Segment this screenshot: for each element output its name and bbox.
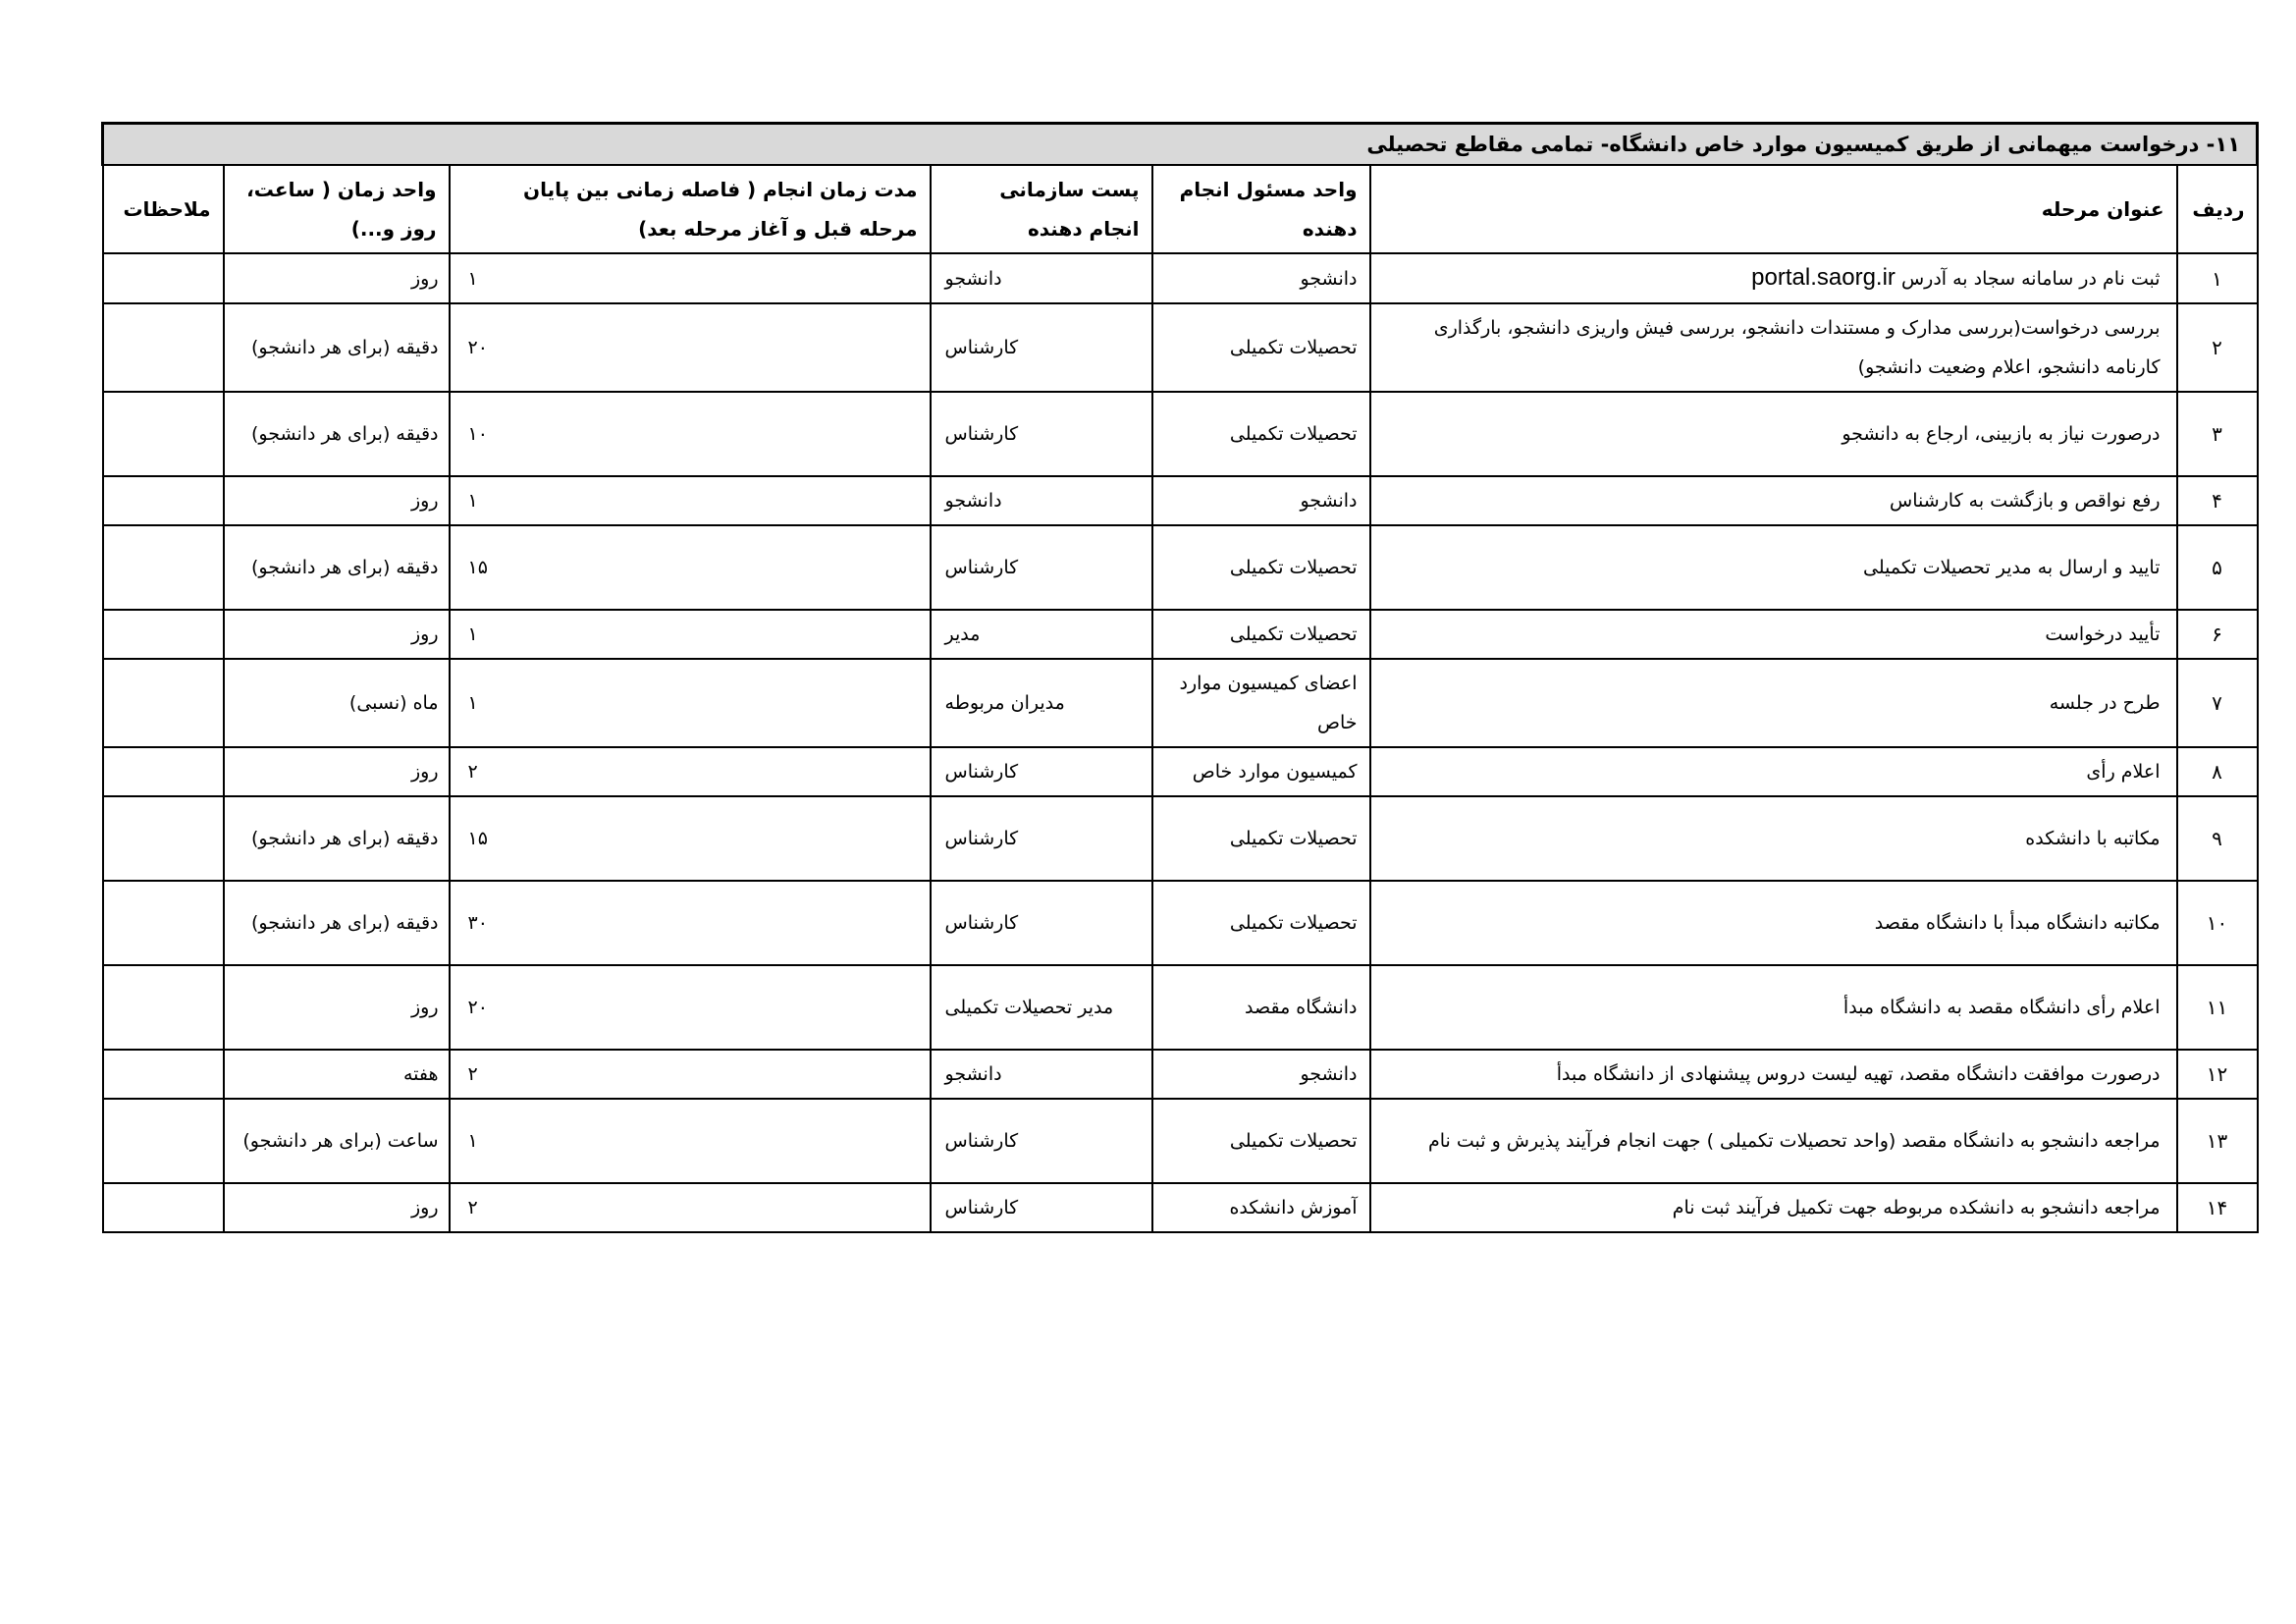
table-row bbox=[103, 881, 2258, 965]
time-unit-text: روز bbox=[410, 761, 439, 783]
row-number-text: ۷ bbox=[2212, 691, 2222, 715]
position-text: مدیران مربوطه bbox=[944, 692, 1065, 714]
time-unit-cell bbox=[224, 796, 450, 881]
position-text: کارشناس bbox=[944, 912, 1019, 934]
row-number-text: ۴ bbox=[2212, 489, 2222, 513]
table-row bbox=[103, 965, 2258, 1050]
table-row bbox=[103, 1050, 2258, 1099]
duration-cell bbox=[450, 965, 931, 1050]
responsible-unit-text: تحصیلات تکمیلی bbox=[1229, 557, 1358, 578]
responsible-unit-cell bbox=[1152, 610, 1370, 659]
duration-cell bbox=[450, 1050, 931, 1099]
table-row bbox=[103, 747, 2258, 796]
header-step-title: عنوان مرحله bbox=[1370, 165, 2177, 253]
time-unit-cell bbox=[224, 659, 450, 747]
responsible-unit-cell bbox=[1152, 1050, 1370, 1099]
time-unit-text: دقیقه (برای هر دانشجو) bbox=[251, 423, 439, 445]
position-cell bbox=[931, 1183, 1152, 1232]
step-title-text: اعلام رأی bbox=[2086, 761, 2161, 783]
step-title-cell bbox=[1370, 476, 2177, 525]
duration-text: ۱۰ bbox=[467, 423, 488, 445]
table-title-row bbox=[103, 124, 2258, 166]
time-unit-cell bbox=[224, 392, 450, 476]
row-number-text: ۹ bbox=[2212, 827, 2222, 850]
position-text: کارشناس bbox=[944, 557, 1019, 578]
responsible-unit-text: اعضای کمیسیون موارد خاص bbox=[1179, 673, 1358, 733]
position-text: کارشناس bbox=[944, 1197, 1019, 1218]
table-row bbox=[103, 796, 2258, 881]
duration-cell bbox=[450, 525, 931, 610]
header-row-number: ردیف bbox=[2177, 165, 2258, 253]
step-title-text: مراجعه دانشجو به دانشکده مربوطه جهت تکمیل فرآیند ثبت نام bbox=[1672, 1197, 2161, 1218]
notes-cell bbox=[103, 525, 224, 610]
duration-text: ۲ bbox=[467, 1197, 478, 1218]
row-number-cell bbox=[2177, 253, 2258, 303]
time-unit-text: دقیقه (برای هر دانشجو) bbox=[251, 912, 439, 934]
table-title: ۱۱- درخواست میهمانی از طریق کمیسیون موارد خاص دانشگاه- تمامی مقاطع تحصیلی bbox=[103, 124, 2258, 166]
time-unit-text: دقیقه (برای هر دانشجو) bbox=[251, 828, 439, 849]
position-text: مدیر bbox=[944, 623, 981, 645]
duration-cell bbox=[450, 476, 931, 525]
time-unit-cell bbox=[224, 1183, 450, 1232]
notes-cell bbox=[103, 476, 224, 525]
table-row bbox=[103, 1099, 2258, 1183]
header-notes: ملاحظات bbox=[103, 165, 224, 253]
duration-text: ۲۰ bbox=[467, 337, 488, 358]
row-number-text: ۵ bbox=[2212, 556, 2222, 579]
duration-text: ۲ bbox=[467, 761, 478, 783]
position-text: دانشجو bbox=[944, 1063, 1002, 1085]
step-title-text: تأیید درخواست bbox=[2045, 623, 2161, 645]
table-row bbox=[103, 253, 2258, 303]
responsible-unit-cell bbox=[1152, 1183, 1370, 1232]
step-title-text: درصورت نیاز به بازبینی، ارجاع به دانشجو bbox=[1842, 423, 2161, 445]
step-title-text: رفع نواقص و بازگشت به کارشناس bbox=[1890, 490, 2161, 512]
step-title-text: بررسی درخواست(بررسی مدارک و مستندات دانشجو، بررسی فیش واریزی دانشجو، بارگذاری کارنامه دانشجو، اعلام وضعیت دانشجو) bbox=[1433, 317, 2161, 378]
responsible-unit-text: تحصیلات تکمیلی bbox=[1229, 337, 1358, 358]
responsible-unit-cell bbox=[1152, 303, 1370, 392]
responsible-unit-cell bbox=[1152, 747, 1370, 796]
row-number-text: ۶ bbox=[2212, 623, 2222, 646]
responsible-unit-text: کمیسیون موارد خاص bbox=[1192, 761, 1358, 783]
notes-cell bbox=[103, 659, 224, 747]
row-number-cell bbox=[2177, 796, 2258, 881]
time-unit-cell bbox=[224, 881, 450, 965]
step-title-cell bbox=[1370, 1050, 2177, 1099]
duration-text: ۱ bbox=[467, 490, 478, 512]
notes-cell bbox=[103, 610, 224, 659]
duration-cell bbox=[450, 1099, 931, 1183]
step-title-text: تایید و ارسال به مدیر تحصیلات تکمیلی bbox=[1863, 557, 2161, 578]
responsible-unit-text: دانشجو bbox=[1300, 1063, 1358, 1085]
duration-text: ۱ bbox=[467, 267, 478, 290]
duration-cell bbox=[450, 610, 931, 659]
notes-cell bbox=[103, 965, 224, 1050]
responsible-unit-text: تحصیلات تکمیلی bbox=[1229, 423, 1358, 445]
position-text: کارشناس bbox=[944, 1130, 1019, 1152]
table-row bbox=[103, 525, 2258, 610]
notes-cell bbox=[103, 1050, 224, 1099]
duration-cell bbox=[450, 747, 931, 796]
notes-cell bbox=[103, 303, 224, 392]
row-number-text: ۳ bbox=[2212, 422, 2222, 446]
duration-cell bbox=[450, 1183, 931, 1232]
time-unit-text: هفته bbox=[402, 1063, 439, 1085]
step-title-cell bbox=[1370, 525, 2177, 610]
responsible-unit-cell bbox=[1152, 796, 1370, 881]
row-number-text: ۲ bbox=[2212, 336, 2222, 359]
duration-text: ۱۵ bbox=[467, 557, 488, 578]
time-unit-text: ساعت (برای هر دانشجو) bbox=[242, 1130, 439, 1152]
position-text: مدیر تحصیلات تکمیلی bbox=[944, 997, 1114, 1018]
time-unit-text: روز bbox=[410, 623, 439, 645]
notes-cell bbox=[103, 1099, 224, 1183]
row-number-text: ۸ bbox=[2212, 760, 2222, 784]
position-text: کارشناس bbox=[944, 761, 1019, 783]
position-text: کارشناس bbox=[944, 337, 1019, 358]
time-unit-text: روز bbox=[410, 1197, 439, 1218]
time-unit-cell bbox=[224, 1050, 450, 1099]
table-header-row bbox=[103, 165, 2258, 253]
responsible-unit-cell bbox=[1152, 392, 1370, 476]
step-title-cell bbox=[1370, 659, 2177, 747]
position-cell bbox=[931, 253, 1152, 303]
time-unit-cell bbox=[224, 525, 450, 610]
position-text: کارشناس bbox=[944, 423, 1019, 445]
time-unit-cell bbox=[224, 965, 450, 1050]
responsible-unit-text: آموزش دانشکده bbox=[1229, 1197, 1358, 1218]
notes-cell bbox=[103, 881, 224, 965]
table-row bbox=[103, 659, 2258, 747]
position-text: کارشناس bbox=[944, 828, 1019, 849]
position-cell bbox=[931, 659, 1152, 747]
row-number-text: ۱۲ bbox=[2206, 1062, 2228, 1086]
time-unit-cell bbox=[224, 747, 450, 796]
step-title-text: اعلام رأی دانشگاه مقصد به دانشگاه مبدأ bbox=[1842, 997, 2161, 1018]
step-title-cell bbox=[1370, 796, 2177, 881]
position-text: دانشجو bbox=[944, 490, 1002, 512]
step-title-text: طرح در جلسه bbox=[2049, 692, 2161, 714]
time-unit-text: دقیقه (برای هر دانشجو) bbox=[251, 557, 439, 578]
row-number-cell bbox=[2177, 659, 2258, 747]
responsible-unit-cell bbox=[1152, 1099, 1370, 1183]
duration-cell bbox=[450, 392, 931, 476]
responsible-unit-cell bbox=[1152, 525, 1370, 610]
notes-cell bbox=[103, 747, 224, 796]
duration-text: ۱ bbox=[467, 692, 478, 714]
row-number-text: ۱ bbox=[2212, 266, 2222, 291]
time-unit-cell bbox=[224, 303, 450, 392]
position-cell bbox=[931, 525, 1152, 610]
time-unit-text: ماه (نسبی) bbox=[348, 692, 439, 714]
row-number-cell bbox=[2177, 747, 2258, 796]
table-row bbox=[103, 392, 2258, 476]
responsible-unit-cell bbox=[1152, 965, 1370, 1050]
notes-cell bbox=[103, 1183, 224, 1232]
time-unit-text: روز bbox=[410, 490, 439, 512]
duration-cell bbox=[450, 253, 931, 303]
responsible-unit-text: دانشگاه مقصد bbox=[1245, 997, 1358, 1018]
time-unit-text: روز bbox=[410, 997, 439, 1018]
step-title-cell bbox=[1370, 303, 2177, 392]
duration-cell bbox=[450, 881, 931, 965]
table-row bbox=[103, 303, 2258, 392]
responsible-unit-text: دانشجو bbox=[1300, 267, 1358, 290]
step-title-cell bbox=[1370, 1099, 2177, 1183]
header-duration: مدت زمان انجام ( فاصله زمانی بین پایان مرحله قبل و آغاز مرحله بعد) bbox=[450, 165, 931, 253]
step-title-cell bbox=[1370, 392, 2177, 476]
row-number-cell bbox=[2177, 303, 2258, 392]
time-unit-cell bbox=[224, 1099, 450, 1183]
duration-text: ۱ bbox=[467, 623, 478, 645]
duration-cell bbox=[450, 303, 931, 392]
row-number-cell bbox=[2177, 392, 2258, 476]
notes-cell bbox=[103, 796, 224, 881]
step-title-cell bbox=[1370, 965, 2177, 1050]
row-number-cell bbox=[2177, 1183, 2258, 1232]
position-text: دانشجو bbox=[944, 267, 1002, 290]
position-cell bbox=[931, 1050, 1152, 1099]
time-unit-text: دقیقه (برای هر دانشجو) bbox=[251, 337, 439, 358]
time-unit-text: روز bbox=[410, 267, 439, 290]
responsible-unit-cell bbox=[1152, 476, 1370, 525]
step-title-text: مراجعه دانشجو به دانشگاه مقصد (واحد تحصیلات تکمیلی ) جهت انجام فرآیند پذیرش و ثبت نام bbox=[1427, 1130, 2161, 1152]
position-cell bbox=[931, 476, 1152, 525]
position-cell bbox=[931, 796, 1152, 881]
responsible-unit-text: تحصیلات تکمیلی bbox=[1229, 828, 1358, 849]
step-title-cell bbox=[1370, 747, 2177, 796]
row-number-cell bbox=[2177, 881, 2258, 965]
duration-text: ۲ bbox=[467, 1063, 478, 1085]
row-number-cell bbox=[2177, 965, 2258, 1050]
table-row bbox=[103, 476, 2258, 525]
step-title-text: مکاتبه دانشگاه مبدأ با دانشگاه مقصد bbox=[1874, 912, 2161, 934]
responsible-unit-cell bbox=[1152, 659, 1370, 747]
position-cell bbox=[931, 881, 1152, 965]
step-title-text: درصورت موافقت دانشگاه مقصد، تهیه لیست دروس پیشنهادی از دانشگاه مبدأ bbox=[1556, 1063, 2161, 1085]
row-number-text: ۱۳ bbox=[2206, 1129, 2228, 1153]
row-number-text: ۱۴ bbox=[2206, 1196, 2228, 1219]
table-row bbox=[103, 610, 2258, 659]
position-cell bbox=[931, 1099, 1152, 1183]
position-cell bbox=[931, 303, 1152, 392]
step-title-cell bbox=[1370, 253, 2177, 303]
position-cell bbox=[931, 965, 1152, 1050]
header-responsible-unit: واحد مسئول انجام دهنده bbox=[1152, 165, 1370, 253]
row-number-cell bbox=[2177, 476, 2258, 525]
step-title-text: ثبت نام در سامانه سجاد به آدرس bbox=[1900, 268, 2161, 290]
position-cell bbox=[931, 610, 1152, 659]
portal-address-text: portal.saorg.ir bbox=[1751, 264, 1896, 291]
table-row bbox=[103, 1183, 2258, 1232]
responsible-unit-text: تحصیلات تکمیلی bbox=[1229, 1130, 1358, 1152]
duration-text: ۲۰ bbox=[467, 997, 488, 1018]
responsible-unit-text: تحصیلات تکمیلی bbox=[1229, 912, 1358, 934]
duration-cell bbox=[450, 659, 931, 747]
header-time-unit: واحد زمان ( ساعت، روز و...) bbox=[224, 165, 450, 253]
row-number-text: ۱۰ bbox=[2206, 911, 2228, 935]
step-title-cell bbox=[1370, 610, 2177, 659]
notes-cell bbox=[103, 253, 224, 303]
row-number-text: ۱۱ bbox=[2206, 996, 2228, 1019]
row-number-cell bbox=[2177, 610, 2258, 659]
responsible-unit-cell bbox=[1152, 881, 1370, 965]
position-cell bbox=[931, 392, 1152, 476]
time-unit-cell bbox=[224, 610, 450, 659]
header-position: پست سازمانی انجام دهنده bbox=[931, 165, 1152, 253]
step-title-cell bbox=[1370, 1183, 2177, 1232]
time-unit-cell bbox=[224, 253, 450, 303]
duration-text: ۳۰ bbox=[467, 912, 488, 934]
responsible-unit-text: دانشجو bbox=[1300, 490, 1358, 512]
duration-text: ۱۵ bbox=[467, 828, 488, 849]
position-cell bbox=[931, 747, 1152, 796]
row-number-cell bbox=[2177, 525, 2258, 610]
step-title-text: مکاتبه با دانشکده bbox=[2025, 828, 2161, 849]
duration-text: ۱ bbox=[467, 1130, 478, 1152]
row-number-cell bbox=[2177, 1050, 2258, 1099]
process-table bbox=[101, 122, 2259, 1233]
responsible-unit-text: تحصیلات تکمیلی bbox=[1229, 623, 1358, 645]
row-number-cell bbox=[2177, 1099, 2258, 1183]
notes-cell bbox=[103, 392, 224, 476]
duration-cell bbox=[450, 796, 931, 881]
responsible-unit-cell bbox=[1152, 253, 1370, 303]
time-unit-cell bbox=[224, 476, 450, 525]
step-title-cell bbox=[1370, 881, 2177, 965]
